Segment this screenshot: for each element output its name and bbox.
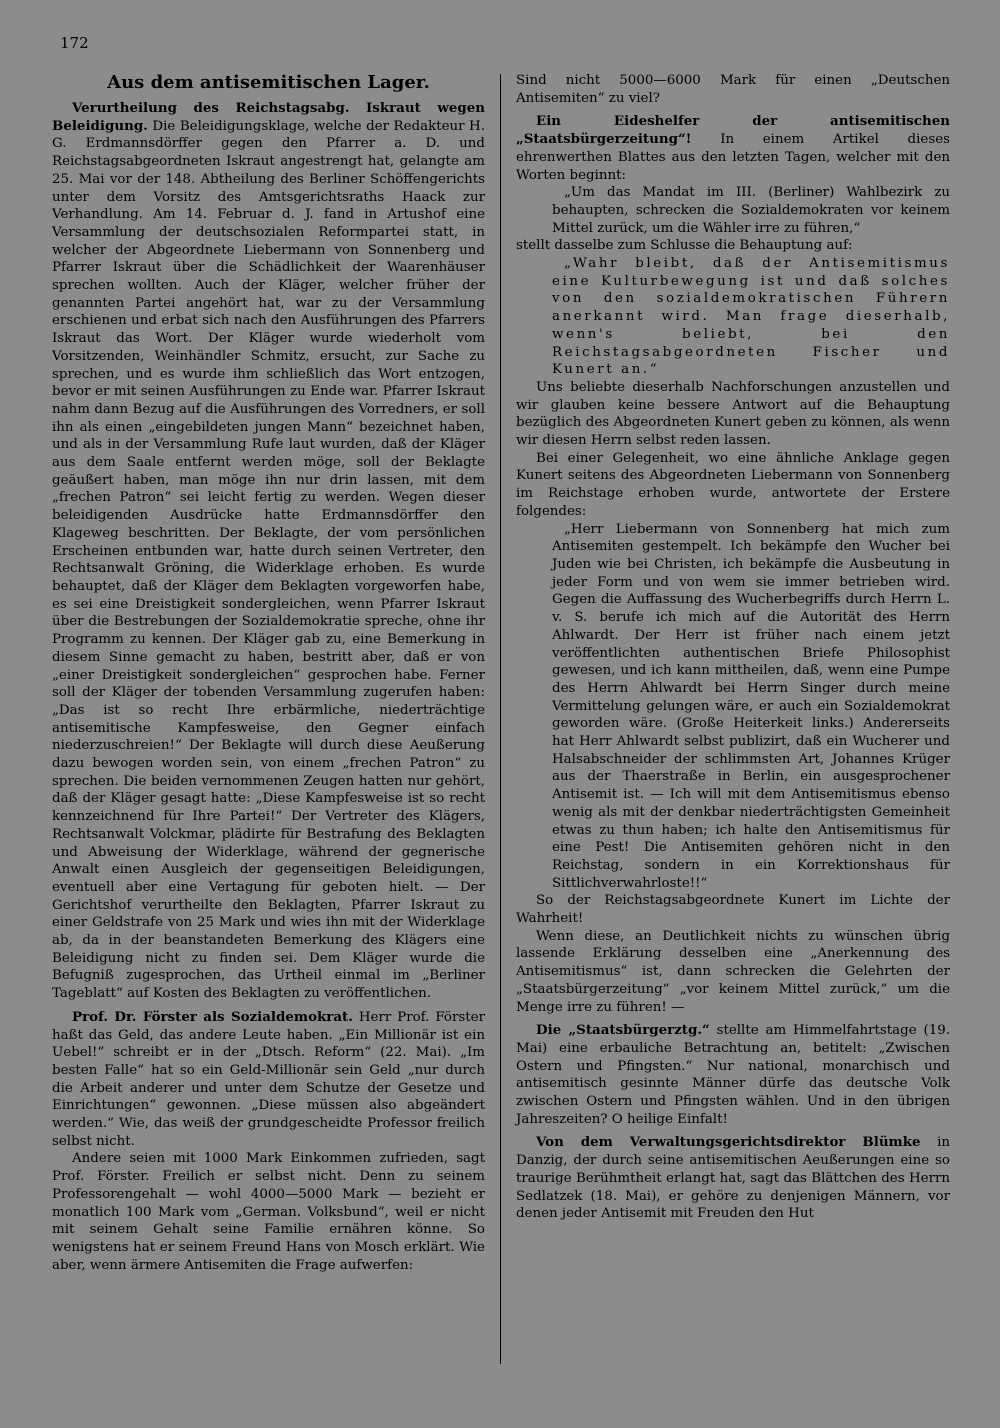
- article-iskraut: [52, 100, 485, 1003]
- paragraph-erklaerung: Wenn diese, an Deutlichkeit nichts zu wünschen übrig lassende Erklärung desselben eine „Anerkennung des Antisemitismus“ ist, dann schrecken die Gelehrten der „Staatsbürgerzeitung“ „vor keinem Mittel zurück,“ um die Menge irre zu führen! —: [516, 928, 950, 1015]
- article-bluemke-heading: Von dem Verwaltungsgerichtsdirektor Blümke: [536, 1134, 921, 1151]
- page-number: 172: [60, 34, 89, 52]
- article-foerster-paragraph-2: Andere seien mit 1000 Mark Einkommen zufrieden, sagt Prof. Förster. Freilich er selbst nicht. Denn zu seinem Professorengehalt — wohl 4000—5000 Mark — bezieht er monatlich 100 Mark vom „German. Volksbund“, weil er nicht mit seinem Gehalt seine Familie ernähren könne. So wenigstens hat er seinem Freund Hans von Mosch erklärt. Wie aber, wenn ärmere Antisemiten die Frage aufwerfen:: [52, 1151, 485, 1273]
- paragraph-nachforschungen: Uns beliebte dieserhalb Nachforschungen anzustellen und wir glauben keine bessere Antwort auf die Behauptung bezüglich des Abgeordneten Kunert geben zu können, als wenn wir diesen Herrn selbst reden lassen.: [516, 379, 950, 449]
- quote-mandat: „Um das Mandat im III. (Berliner) Wahlbezirk zu behaupten, schrecken die Sozialdemokraten vor keinem Mittel zurück, um die Wähler irre zu führen,“: [552, 185, 950, 236]
- article-staatsbuergerztg-text: stellte am Himmelfahrtstage (19. Mai) eine erbauliche Betrachtung an, betitelt: „Zwischen Ostern und Pfingsten.“ Nur national, monarchisch und antisemitisch gesinnte Männer dürfe das deutsche Volk zwischen Ostern und Pfingsten wählen. Und in den übrigen Jahreszeiten? O heilige Einfalt!: [516, 1023, 951, 1127]
- continued-text: Sind nicht 5000—6000 Mark für einen „Deutschen Antisemiten“ zu viel?: [516, 73, 950, 106]
- left-column: [52, 72, 485, 1274]
- article-eideshelfer-text: In einem Artikel dieses ehrenwerthen Blattes aus den letzten Tagen, welcher mit den Worten beginnt:: [516, 132, 951, 183]
- column-divider: [500, 74, 501, 1364]
- article-foerster-heading: Prof. Dr. Förster als Sozialdemokrat.: [72, 1008, 353, 1025]
- article-eideshelfer-heading: Ein Eideshelfer der antisemitischen „Staatsbürgerzeitung“!: [516, 113, 950, 148]
- article-eideshelfer: [516, 113, 950, 184]
- article-bluemke: [516, 1134, 950, 1223]
- paragraph-behauptung: stellt dasselbe zum Schlusse die Behauptung auf:: [516, 238, 853, 254]
- article-bluemke-text: in Danzig, der durch seine antisemitischen Aeußerungen eine so traurige Berühmtheit erlangt hat, sagt das Blättchen des Herrn Sedlatzek (18. Mai), er gehöre zu denjenigen Männern, vor denen jeder Antisemit mit Freuden den Hut: [516, 1135, 950, 1222]
- article-foerster: [52, 1009, 485, 1151]
- article-staatsbuergerztg: [516, 1022, 950, 1128]
- paragraph-wahrheit: So der Reichstagsabgeordnete Kunert im Lichte der Wahrheit!: [516, 893, 950, 927]
- page-title: Aus dem antisemitischen Lager.: [107, 72, 430, 93]
- article-iskraut-text: Die Beleidigungsklage, welche der Redakteur H. G. Erdmannsdörffer gegen den Pfarrer a. D. und Reichstagsabgeordneten Iskraut angestrengt hat, gelangte am 25. Mai vor der 148. Abtheilung des Berliner Schöffengerichts unter dem Vorsitz des Amtsgerichtsraths Haack zur Verhandlung. Am 14. Februar d. J. fand in Artushof eine Versammlung der deutschsozialen Reformpartei statt, in welcher der Abgeordnete Liebermann von Sonnenberg und Pfarrer Iskraut über die Schädlichkeit der Waarenhäuser sprechen wollten. Auch der Kläger, welcher früher der genannten Partei angehört hat, war zu der Versammlung erschienen und erbat sich nach den Ausführungen des Pfarrers Iskraut das Wort. Der Kläger wurde wiederholt vom Vorsitzenden, Weinhändler Schmitz, ersucht, zur Sache zu sprechen, und es wurde ihm schließlich das Wort entzogen, bevor er mit seinen Ausführungen zu Ende war. Pfarrer Iskraut nahm dann Bezug auf die Ausführungen des Vorredners, er soll ihn als einen „eingebildeten jungen Mann“ bezeichnet haben, und als in der Versammlung Rufe laut wurden, daß der Kläger aus dem Saale entfernt werden möge, soll der Beklagte geäußert haben, man möge ihn nur drin lassen, mit dem „frechen Patron“ sei leicht fertig zu werden. Wegen dieser beleidigenden Ausdrücke hatte Erdmannsdörffer den Klageweg beschritten. Der Beklagte, der vom persönlichen Erscheinen entbunden war, hatte durch seinen Vertreter, den Rechtsanwalt Gröning, die Widerklage erhoben. Es wurde behauptet, daß der Kläger dem Beklagten vorgeworfen habe, es sei eine Dreistigkeit sondergleichen, wenn Pfarrer Iskraut über die Bestrebungen der Sozialdemokratie spreche, ohne ihr Programm zu kennen. Der Kläger gab zu, eine Bemerkung in diesem Sinne gemacht zu haben, bestritt aber, daß er von „einer Dreistigkeit sondergleichen“ gesprochen habe. Ferner soll der Kläger der tobenden Versammlung zugerufen haben: „Das ist so recht Ihre erbärmliche, niederträchtige antisemitische Kampfesweise, den Gegner einfach niederzuschreien!“ Der Beklagte will durch diese Aeußerung dazu bewogen worden sein, von einem „frechen Patron“ zu sprechen. Die beiden vernommenen Zeugen hatten nur gehört, daß der Kläger gesagt hatte: „Diese Kampfesweise ist so recht kennzeichnend für Ihre Partei!“ Der Vertreter des Klägers, Rechtsanwalt Volckmar, plädirte für Bestrafung des Beklagten und Abweisung der Widerklage, während der gegnerische Anwalt einen Ausgleich der gegenseitigen Beleidigungen, eventuell aber eine Vertagung für geboten hielt. — Der Gerichtshof verurtheilte den Beklagten, Pfarrer Iskraut zu einer Geldstrafe von 25 Mark und wies ihn mit der Widerklage ab, da in der beanstandeten Bemerkung des Klägers eine Beleidigung nicht zu finden sei. Dem Kläger wurde die Befugniß zugesprochen, das Urtheil einmal im „Berliner Tageblatt“ auf Kosten des Beklagten zu veröffentlichen.: [52, 118, 485, 1002]
- quote-kunert: „Herr Liebermann von Sonnenberg hat mich zum Antisemiten gestempelt. Ich bekämpfe den Wucher bei Juden wie bei Christen, ich bekämpfe die Ausbeutung in jeder Form und von wem sie immer betrieben wird. Gegen die Auffassung des Wucherbegriffs durch Herrn L. v. S. berufe ich mich auf die Autorität des Herrn Ahlwardt. Der Herr ist früher nach einem jetzt veröffentlichten authentischen Briefe Philosophist gewesen, und ich kann mittheilen, daß, wenn eine Pumpe des Herrn Ahlwardt bei Herrn Singer durch meine Vermittelung gelungen wäre, er auch ein Sozialdemokrat geworden wäre. (Große Heiterkeit links.) Andererseits hat Herr Ahlwardt selbst publizirt, daß ein Wucherer und Halsabschneider der schlimmsten Art, Johannes Krüger aus der Thaerstraße in Berlin, ein ausgesprochener Antisemit ist. — Ich will mit dem Antisemitismus ebenso wenig als mit der denkbar niederträchtigsten Gemeinheit etwas zu thun haben; ich halte den Antisemitismus für eine Pest! Die Antisemiten gehören nicht in den Reichstag, sondern in ein Korrektionshaus für Sittlichverwahrloste!!“: [552, 521, 950, 891]
- paragraph-gelegenheit: Bei einer Gelegenheit, wo eine ähnliche Anklage gegen Kunert seitens des Abgeordneten Liebermann von Sonnenberg im Reichstage erhoben wurde, antwortete der Erstere folgendes:: [516, 450, 950, 519]
- quote-wahr-bleibt: „Wahr bleibt, daß der Antisemitismus eine Kulturbewegung ist und daß solches von den sozialdemokratischen Führern anerkannt wird. Man frage dieserhalb, wenn's beliebt, bei den Reichstagsabgeordneten Fischer und Kunert an.“: [552, 256, 950, 378]
- article-foerster-text: Herr Prof. Förster haßt das Geld, das andere Leute haben. „Ein Millionär ist ein Uebel!“ schreibt er in der „Dtsch. Reform“ (22. Mai). „Im besten Falle“ hat so ein Geld-Millionär sein Geld „nur durch die Arbeit anderer und unter dem Schutze der Gesetze und Einrichtungen“ gewonnen. „Diese müssen also abgeändert werden.“ Wie, das weiß der grundgescheidte Professor freilich selbst nicht.: [52, 1009, 485, 1149]
- article-iskraut-heading: Verurtheilung des Reichstagsabg. Iskraut wegen Beleidigung.: [52, 100, 485, 134]
- right-column: [516, 72, 950, 1223]
- article-staatsbuergerztg-heading: Die „Staatsbürgerztg.“: [536, 1022, 710, 1039]
